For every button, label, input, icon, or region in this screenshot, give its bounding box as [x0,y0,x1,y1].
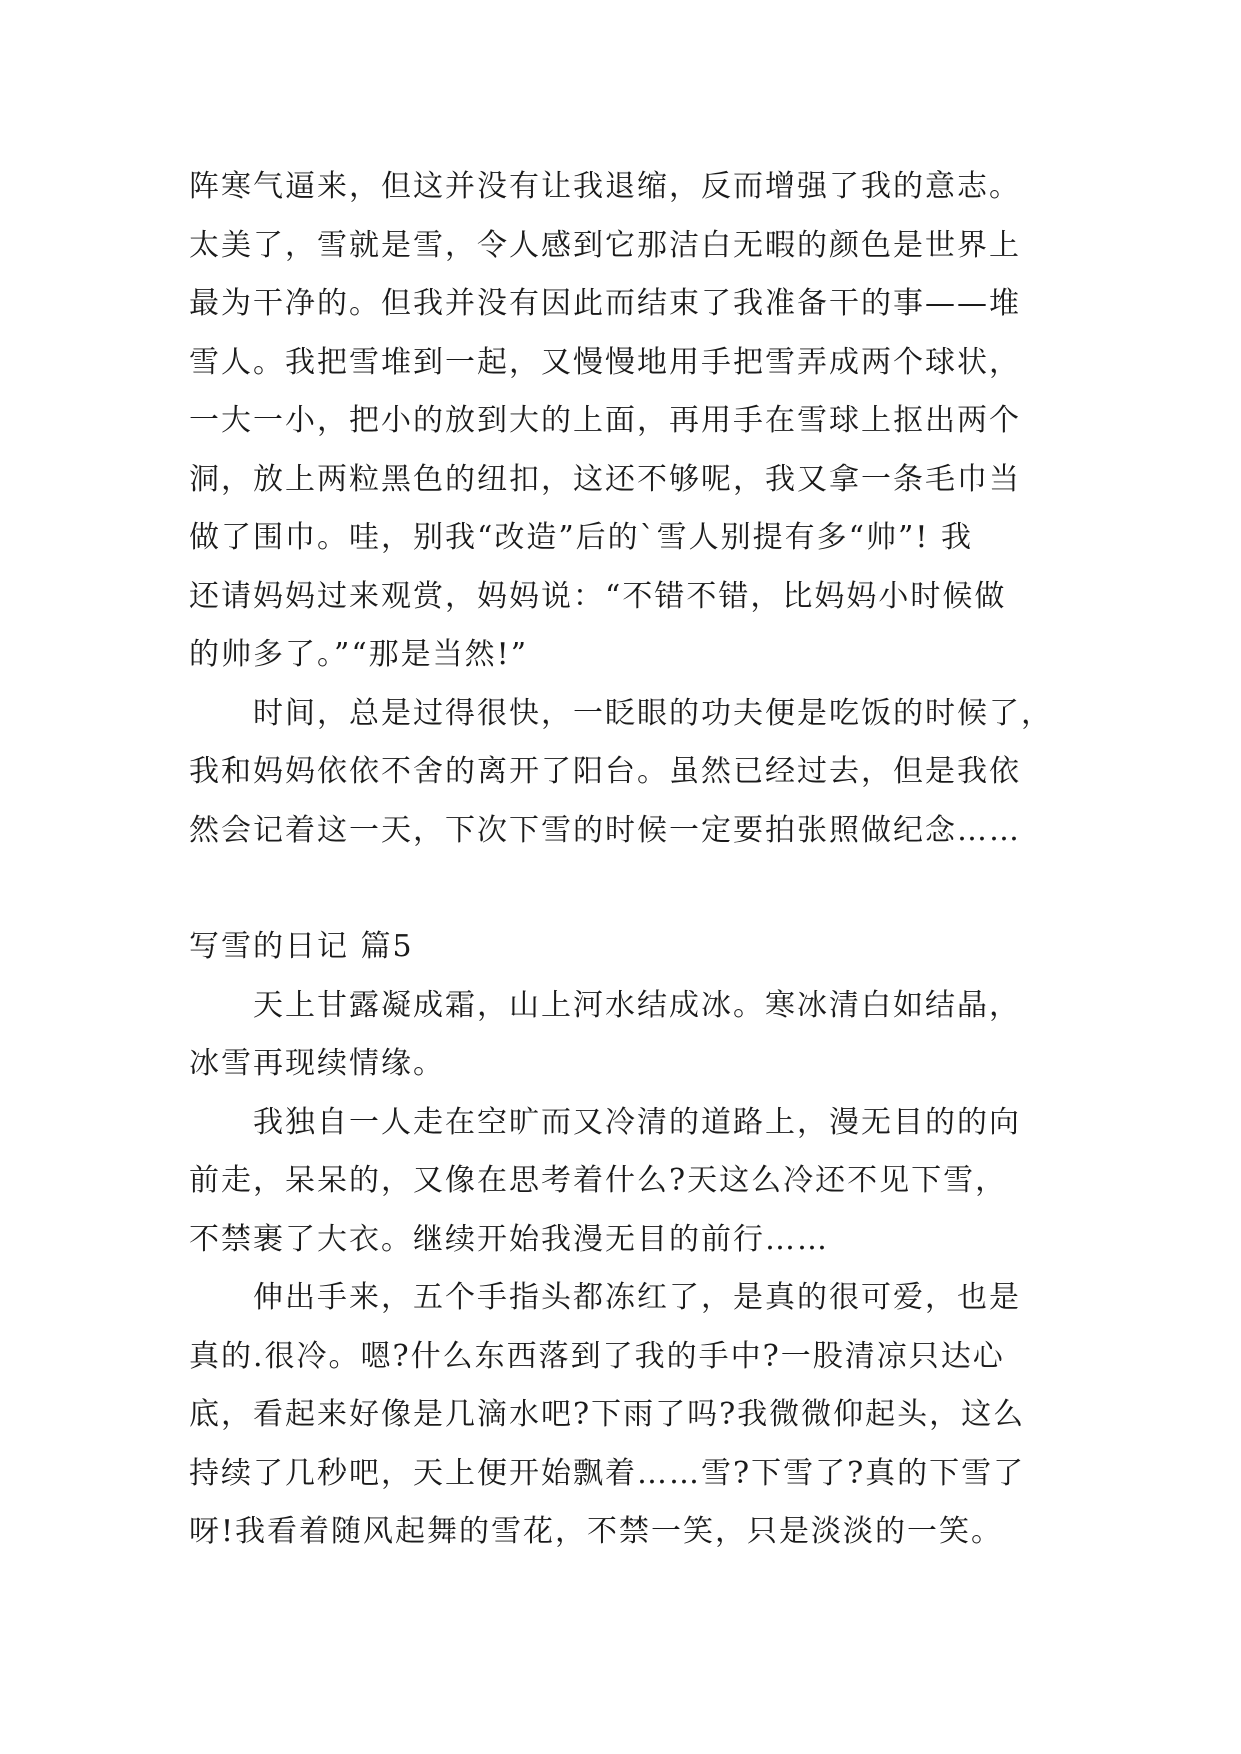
paragraph-frost-ice [189,977,1069,1094]
text-line: 太美了，雪就是雪，令人感到它那洁白无暇的颜色是世界上 [189,227,1021,263]
text-line: 我独自一人走在空旷而又冷清的道路上，漫无目的的向 [253,1104,1021,1140]
text-line: 不禁裹了大衣。继续开始我漫无目的前行…… [189,1221,829,1257]
text-line: 持续了几秒吧，天上便开始飘着……雪?下雪了?真的下雪了 [189,1455,1026,1491]
text-line: 做了围巾。哇，别我“改造”后的`雪人别提有多“帅”! 我 [189,520,973,555]
section-heading: 写雪的日记 篇5 [189,929,414,964]
text-line: 前走，呆呆的，又像在思考着什么?天这么冷还不见下雪， [189,1163,1008,1198]
text-line: 最为干净的。但我并没有因此而结束了我准备干的事——堆 [189,286,1021,321]
text-line: 然会记着这一天，下次下雪的时候一定要拍张照做纪念…… [189,812,1021,848]
text-line: 冰雪再现续情缘。 [189,1046,445,1081]
text-line: 一大一小，把小的放到大的上面，再用手在雪球上抠出两个 [189,403,1021,438]
paragraph-snowman [189,158,1069,685]
text-line: 真的.很冷。嗯?什么东西落到了我的手中?一股清凉只达心 [189,1338,1005,1374]
paragraph-snow-falls [189,1269,1069,1562]
text-line: 的帅多了。”“那是当然!” [189,637,529,672]
text-line: 呀!我看着随风起舞的雪花，不禁一笑，只是淡淡的一笑。 [189,1514,1004,1549]
text-line: 伸出手来，五个手指头都冻红了，是真的很可爱，也是 [253,1280,1021,1315]
text-line: 阵寒气逼来，但这并没有让我退缩，反而增强了我的意志。 [189,169,1021,204]
text-line: 天上甘露凝成霜，山上河水结成冰。寒冰清白如结晶， [253,987,1021,1023]
paragraph-time-passes [189,685,1069,861]
text-line: 雪人。我把雪堆到一起，又慢慢地用手把雪弄成两个球状， [189,344,1021,380]
text-line: 底，看起来好像是几滴水吧?下雨了吗?我微微仰起头，这么 [189,1397,1026,1432]
text-line: 我和妈妈依依不舍的离开了阳台。虽然已经过去，但是我依 [189,754,1021,789]
text-line: 时间，总是过得很快，一眨眼的功夫便是吃饭的时候了， [253,695,1053,731]
document-body [189,158,1069,1562]
paragraph-walking-alone [189,1094,1069,1270]
text-line: 洞，放上两粒黑色的纽扣，这还不够呢，我又拿一条毛巾当 [189,461,1021,497]
text-line: 还请妈妈过来观赏，妈妈说：“不错不错，比妈妈小时候做 [189,578,1007,614]
